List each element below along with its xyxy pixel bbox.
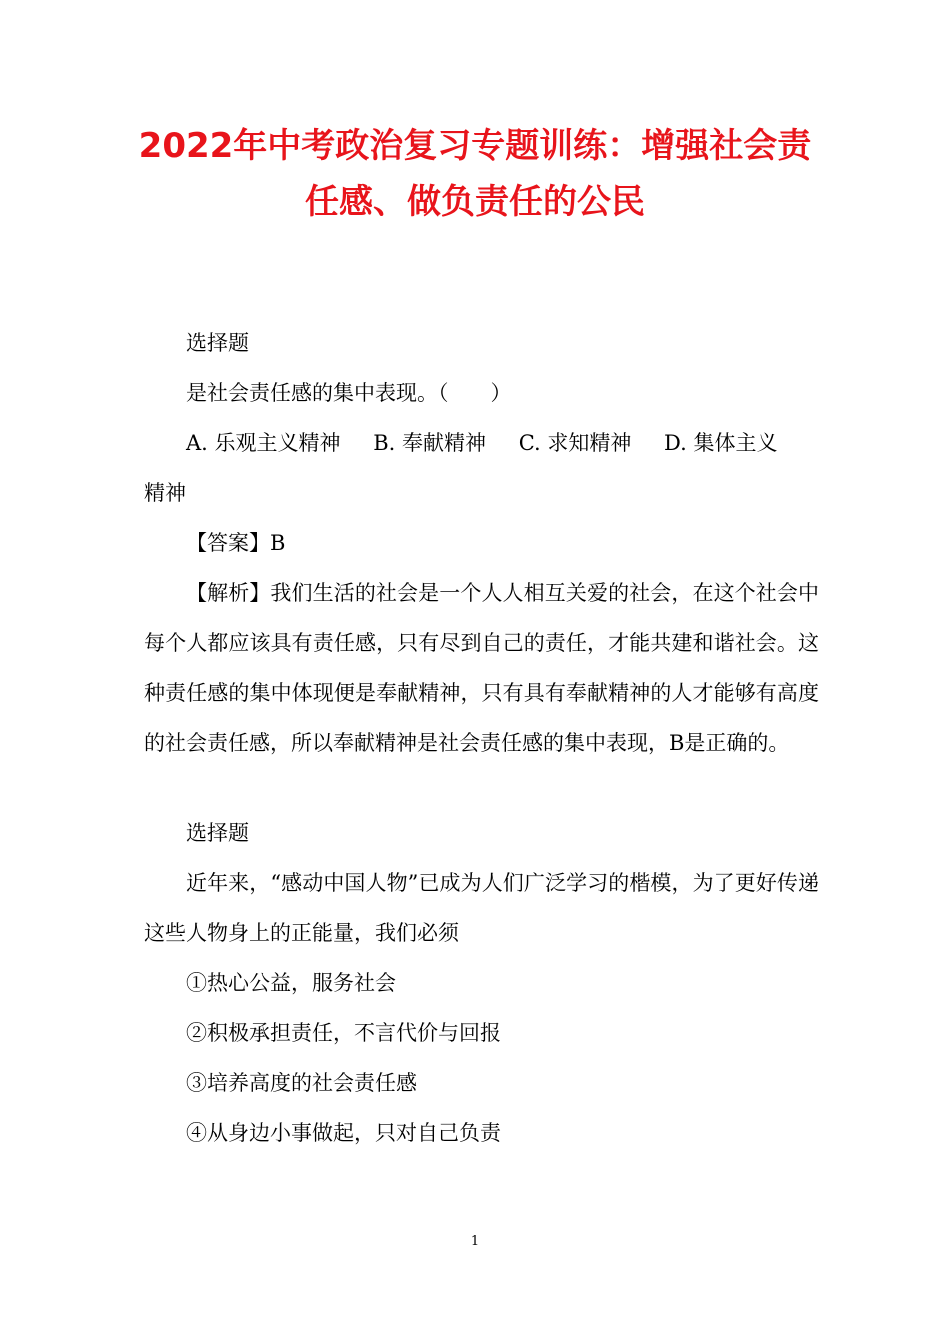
- q1-stem: 是社会责任感的集中表现。（ ）: [186, 381, 512, 405]
- q2-item-2: ②积极承担责任，不言代价与回报: [186, 1021, 501, 1045]
- page-number: 1: [470, 1234, 480, 1249]
- q1-option-d: D. 集体主义: [664, 431, 778, 455]
- document-body: [144, 318, 819, 1158]
- q1-analysis: 【解析】我们生活的社会是一个人人相互关爱的社会，在这个社会中每个人都应该具有责任感，只有尽到自己的责任，才能共建和谐社会。这种责任感的集中体现便是奉献精神，只有具有奉献精神的人才能够有高度的社会责任感，所以奉献精神是社会责任感的集中表现，B是正确的。: [144, 581, 819, 755]
- q1-options: [144, 418, 819, 468]
- document-title: [120, 118, 830, 230]
- q2-stem: 近年来，“感动中国人物”已成为人们广泛学习的楷模，为了更好传递这些人物身上的正能量，我们必须: [144, 871, 819, 945]
- q1-answer: 【答案】B: [186, 531, 286, 555]
- q2-type: 选择题: [186, 821, 249, 845]
- q1-option-d-cont: 精神: [144, 481, 186, 505]
- q2-item-1: ①热心公益，服务社会: [186, 971, 396, 995]
- q1-option-b: B. 奉献精神: [373, 431, 486, 455]
- q1-type: 选择题: [186, 331, 249, 355]
- section-gap: [144, 768, 819, 808]
- q1-option-c: C. 求知精神: [518, 431, 632, 455]
- q1-option-a: A. 乐观主义精神: [186, 431, 341, 455]
- q2-item-4: ④从身边小事做起，只对自己负责: [186, 1121, 501, 1145]
- q2-item-3: ③培养高度的社会责任感: [186, 1071, 417, 1095]
- title-line-2: 任感、做负责任的公民: [305, 182, 645, 222]
- title-line-1: 2022年中考政治复习专题训练：增强社会责: [138, 126, 812, 166]
